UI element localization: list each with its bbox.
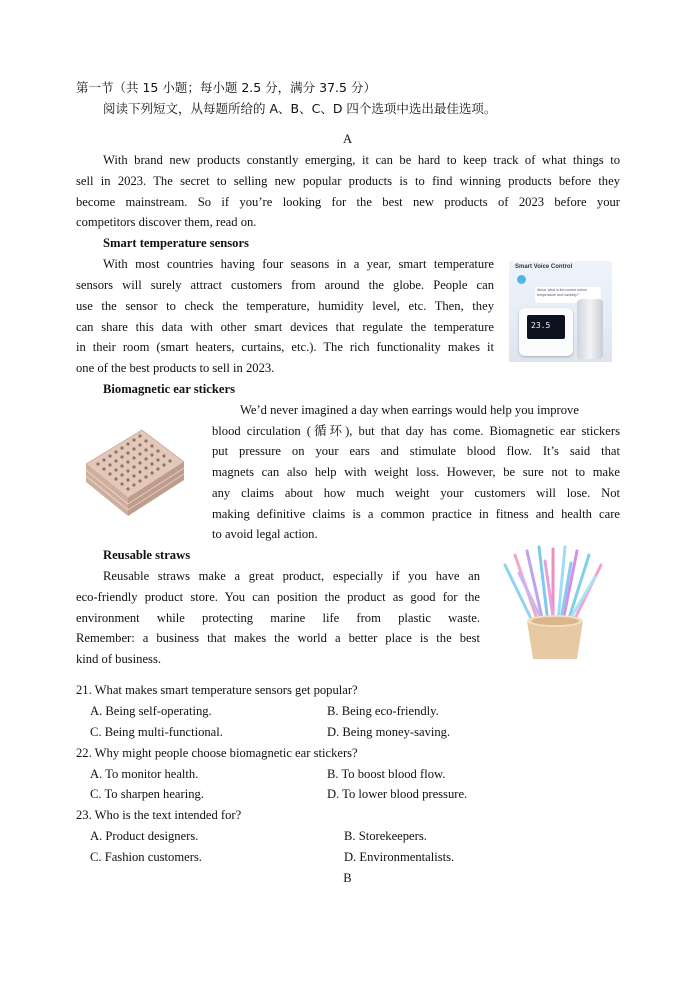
option-23-b: B. Storekeepers. (344, 829, 427, 843)
sensors-line-4: can share this data with other smart devices that regulate the temperature (76, 320, 494, 334)
straws-line-5: kind of business. (76, 652, 162, 666)
sensors-line-1: With most countries having four seasons in a year, smart temperature (103, 257, 494, 271)
heading-smart-sensors: Smart temperature sensors (103, 236, 249, 250)
passage-label-b: B (343, 871, 352, 885)
intro-line-4: competitors discover them, read on. (76, 215, 257, 229)
intro-line-1: With brand new products constantly emerging, it can be hard to keep track of what things to (103, 153, 620, 167)
speaker-icon (577, 299, 603, 359)
voice-bubble: Alexa, what is the current indoor temperature and humidity? (535, 287, 601, 303)
sensor-screen (527, 315, 565, 339)
instructions: 阅读下列短文，从每题所给的 A、B、C、D 四个选项中选出最佳选项。 (103, 101, 497, 116)
ear-stickers-image (82, 422, 188, 522)
option-22-b: B. To boost blood flow. (327, 767, 446, 781)
option-21-d: D. Being money-saving. (327, 725, 451, 739)
option-22-d: D. To lower blood pressure. (327, 787, 468, 801)
sensor-reading: 23.5 (531, 321, 551, 330)
option-22-a: A. To monitor health. (90, 767, 199, 781)
image-title: Smart Voice Control (515, 264, 573, 270)
stickers-line-7: to avoid legal action. (212, 527, 318, 541)
passage-label-a: A (342, 132, 353, 146)
question-23: 23. Who is the text intended for? (76, 808, 242, 822)
stickers-line-5: any claims about how much weight your customers will lose. Not (212, 486, 620, 500)
question-22: 22. Why might people choose biomagnetic ear stickers? (76, 746, 358, 760)
option-21-b: B. Being eco-friendly. (327, 704, 439, 718)
section-header: 第一节（共 15 小题；每小题 2.5 分，满分 37.5 分） (76, 80, 376, 95)
intro-line-3: become mainstream. So if you’re looking for the best new products of 2023 before your (76, 195, 620, 209)
intro-line-2: sell in 2023. The secret to selling new popular products is to find winning products before they (76, 174, 620, 188)
option-23-a: A. Product designers. (90, 829, 199, 843)
reusable-straws-image (497, 543, 612, 661)
straws-line-2: eco-friendly product store. You can position the product as good for the (76, 590, 480, 604)
sensors-line-3: use the sensor to check the temperature, humidity level, etc. Then, they (76, 299, 494, 313)
heading-ear-stickers: Biomagnetic ear stickers (103, 382, 235, 396)
straws-line-3: environment while protecting marine life from plastic waste. (76, 611, 480, 625)
option-21-c: C. Being multi-functional. (90, 725, 223, 739)
alexa-icon (517, 275, 526, 284)
stickers-line-6: making definitive claims is a common practice in fitness and health care (212, 507, 620, 521)
smart-sensor-image (509, 261, 612, 362)
stickers-line-4: magnets can also help with weight loss. However, be sure not to make (212, 465, 620, 479)
stickers-line-2: blood circulation (循环), but that day has come. Biomagnetic ear stickers (212, 424, 620, 438)
stickers-line-1: We’d never imagined a day when earrings would help you improve (240, 403, 579, 417)
question-21: 21. What makes smart temperature sensors get popular? (76, 683, 358, 697)
heading-reusable-straws: Reusable straws (103, 548, 191, 562)
option-23-d: D. Environmentalists. (344, 850, 455, 864)
stickers-line-3: put pressure on your ears and stimulate blood flow. It’s said that (212, 444, 620, 458)
straws-line-1: Reusable straws make a great product, especially if you have an (103, 569, 480, 583)
sensors-line-5: in their room (smart heaters, curtains, etc.). The rich functionality makes it (76, 340, 494, 354)
option-21-a: A. Being self-operating. (90, 704, 212, 718)
straws-line-4: Remember: a business that makes the world a better place is the best (76, 631, 480, 645)
sensors-line-2: sensors will surely attract customers from around the globe. People can (76, 278, 494, 292)
sensors-line-6: one of the best products to sell in 2023. (76, 361, 275, 375)
option-23-c: C. Fashion customers. (90, 850, 202, 864)
option-22-c: C. To sharpen hearing. (90, 787, 204, 801)
